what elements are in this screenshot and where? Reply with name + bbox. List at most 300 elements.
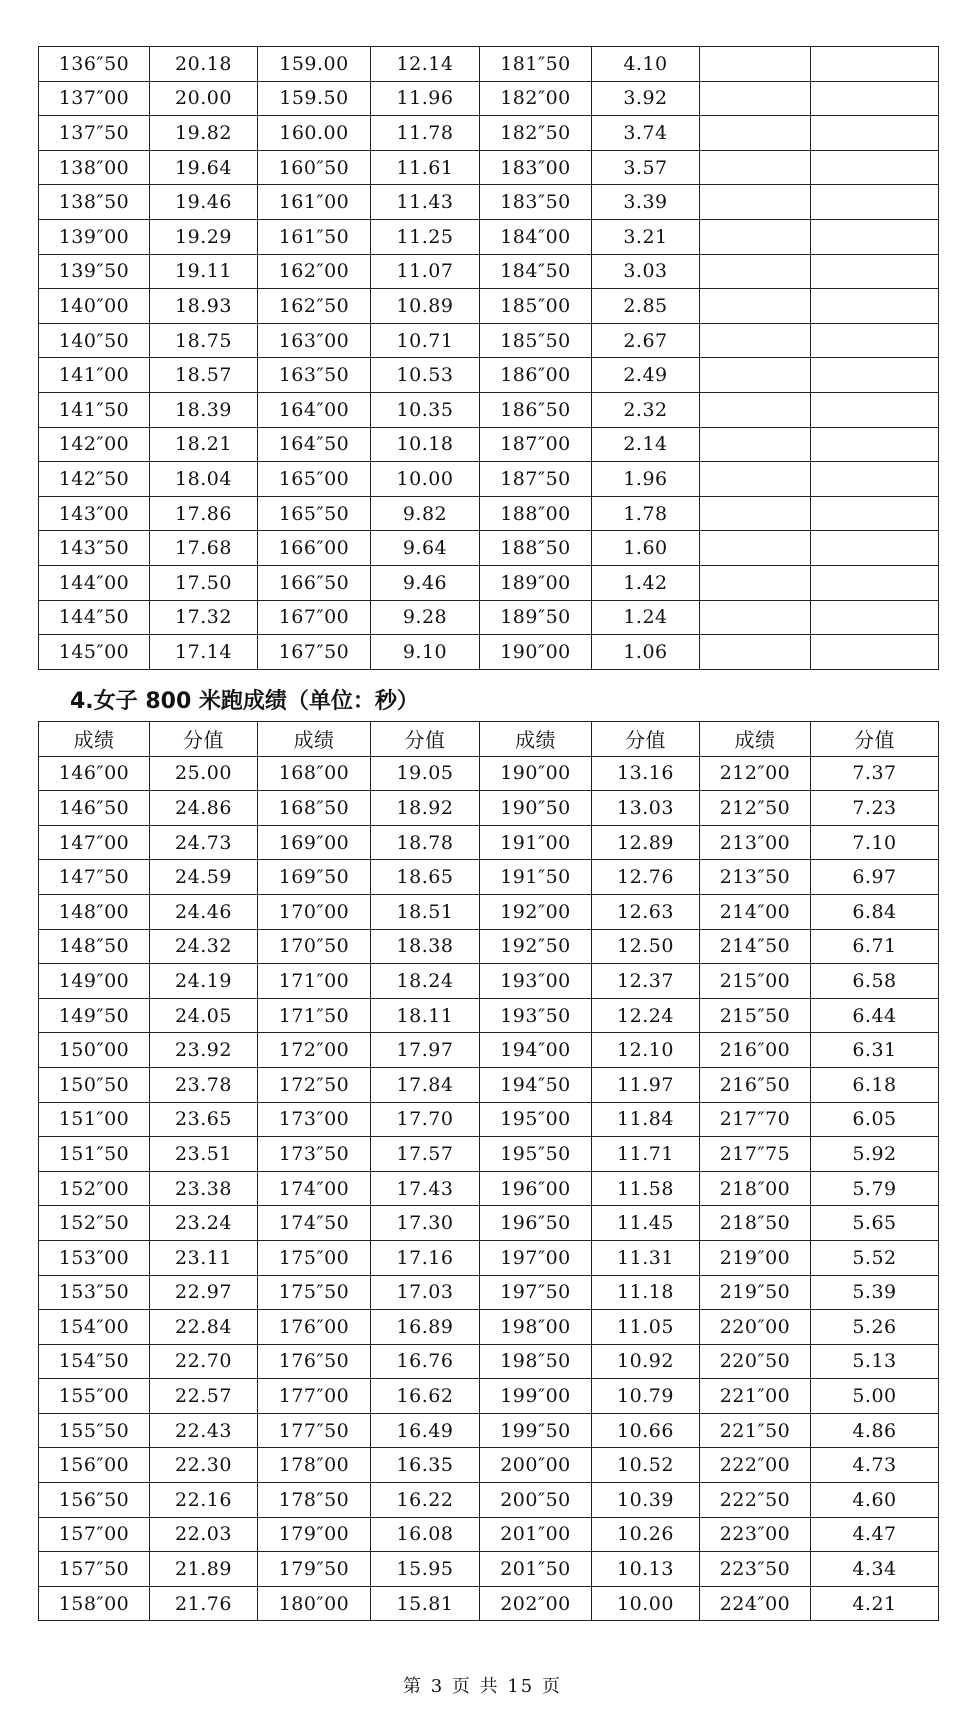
result-cell: 213″50 bbox=[700, 860, 811, 895]
score-cell: 11.31 bbox=[592, 1240, 700, 1275]
score-cell: 6.84 bbox=[811, 894, 939, 929]
score-cell: 12.37 bbox=[592, 964, 700, 999]
score-cell: 21.89 bbox=[150, 1552, 258, 1587]
result-cell: 215″00 bbox=[700, 964, 811, 999]
score-cell: 22.30 bbox=[150, 1448, 258, 1483]
score-cell: 15.81 bbox=[371, 1586, 480, 1621]
table-row bbox=[39, 600, 939, 635]
result-cell: 165″00 bbox=[258, 462, 371, 497]
result-cell bbox=[700, 392, 811, 427]
result-cell bbox=[700, 47, 811, 82]
result-cell bbox=[700, 427, 811, 462]
result-cell: 184″50 bbox=[480, 254, 592, 289]
score-cell: 9.82 bbox=[371, 496, 480, 531]
result-cell: 179″00 bbox=[258, 1517, 371, 1552]
score-cell bbox=[811, 219, 939, 254]
result-cell: 149″50 bbox=[39, 998, 150, 1033]
result-cell: 175″00 bbox=[258, 1240, 371, 1275]
score-cell: 19.29 bbox=[150, 219, 258, 254]
score-cell: 3.39 bbox=[592, 185, 700, 220]
result-cell: 186″00 bbox=[480, 358, 592, 393]
score-cell bbox=[811, 531, 939, 566]
table-row bbox=[39, 1448, 939, 1483]
score-cell: 12.63 bbox=[592, 894, 700, 929]
result-cell: 144″50 bbox=[39, 600, 150, 635]
result-cell: 164″50 bbox=[258, 427, 371, 462]
score-cell: 10.71 bbox=[371, 323, 480, 358]
score-cell bbox=[811, 565, 939, 600]
score-cell: 6.31 bbox=[811, 1033, 939, 1068]
score-cell: 10.00 bbox=[592, 1586, 700, 1621]
result-cell: 161″00 bbox=[258, 185, 371, 220]
score-cell: 4.60 bbox=[811, 1483, 939, 1518]
result-cell: 160″50 bbox=[258, 150, 371, 185]
score-cell: 22.43 bbox=[150, 1413, 258, 1448]
result-cell: 183″00 bbox=[480, 150, 592, 185]
result-cell: 163″50 bbox=[258, 358, 371, 393]
result-cell: 141″50 bbox=[39, 392, 150, 427]
table-row bbox=[39, 289, 939, 324]
result-cell: 219″50 bbox=[700, 1275, 811, 1310]
result-cell: 137″00 bbox=[39, 81, 150, 116]
result-cell bbox=[700, 185, 811, 220]
table-row bbox=[39, 894, 939, 929]
result-cell: 177″50 bbox=[258, 1413, 371, 1448]
score-cell bbox=[811, 496, 939, 531]
score-cell: 2.32 bbox=[592, 392, 700, 427]
result-cell: 169″00 bbox=[258, 825, 371, 860]
result-cell bbox=[700, 150, 811, 185]
score-cell bbox=[811, 635, 939, 670]
score-cell: 17.57 bbox=[371, 1137, 480, 1172]
result-cell: 172″50 bbox=[258, 1067, 371, 1102]
header-cell: 成绩 bbox=[480, 722, 592, 757]
result-cell: 144″00 bbox=[39, 565, 150, 600]
result-cell bbox=[700, 600, 811, 635]
result-cell: 200″00 bbox=[480, 1448, 592, 1483]
header-cell: 分值 bbox=[371, 722, 480, 757]
score-cell: 9.64 bbox=[371, 531, 480, 566]
result-cell: 190″00 bbox=[480, 635, 592, 670]
result-cell: 139″50 bbox=[39, 254, 150, 289]
score-cell: 6.44 bbox=[811, 998, 939, 1033]
result-cell: 223″00 bbox=[700, 1517, 811, 1552]
score-cell: 24.86 bbox=[150, 791, 258, 826]
score-cell: 17.03 bbox=[371, 1275, 480, 1310]
result-cell: 214″50 bbox=[700, 929, 811, 964]
score-cell: 10.89 bbox=[371, 289, 480, 324]
score-cell: 1.42 bbox=[592, 565, 700, 600]
result-cell: 216″00 bbox=[700, 1033, 811, 1068]
score-cell: 18.24 bbox=[371, 964, 480, 999]
score-cell: 12.10 bbox=[592, 1033, 700, 1068]
result-cell: 162″50 bbox=[258, 289, 371, 324]
score-cell: 23.11 bbox=[150, 1240, 258, 1275]
result-cell: 141″00 bbox=[39, 358, 150, 393]
score-cell: 11.18 bbox=[592, 1275, 700, 1310]
result-cell: 178″00 bbox=[258, 1448, 371, 1483]
score-cell: 7.37 bbox=[811, 756, 939, 791]
table-row bbox=[39, 358, 939, 393]
score-cell: 1.06 bbox=[592, 635, 700, 670]
table-row bbox=[39, 323, 939, 358]
table-row bbox=[39, 1102, 939, 1137]
result-cell: 196″00 bbox=[480, 1171, 592, 1206]
table-row bbox=[39, 116, 939, 151]
score-cell: 6.58 bbox=[811, 964, 939, 999]
result-cell: 190″50 bbox=[480, 791, 592, 826]
result-cell: 149″00 bbox=[39, 964, 150, 999]
result-cell bbox=[700, 358, 811, 393]
score-cell: 17.14 bbox=[150, 635, 258, 670]
result-cell: 199″50 bbox=[480, 1413, 592, 1448]
score-cell: 11.45 bbox=[592, 1206, 700, 1241]
result-cell: 166″00 bbox=[258, 531, 371, 566]
result-cell: 212″00 bbox=[700, 756, 811, 791]
result-cell: 173″00 bbox=[258, 1102, 371, 1137]
score-cell: 17.30 bbox=[371, 1206, 480, 1241]
header-cell: 成绩 bbox=[39, 722, 150, 757]
table-row bbox=[39, 1413, 939, 1448]
result-cell: 169″50 bbox=[258, 860, 371, 895]
result-cell: 201″00 bbox=[480, 1517, 592, 1552]
result-cell: 192″50 bbox=[480, 929, 592, 964]
result-cell bbox=[700, 254, 811, 289]
result-cell: 180″00 bbox=[258, 1586, 371, 1621]
table-row bbox=[39, 791, 939, 826]
score-cell: 16.22 bbox=[371, 1483, 480, 1518]
table-row bbox=[39, 998, 939, 1033]
score-cell: 13.03 bbox=[592, 791, 700, 826]
score-cell: 15.95 bbox=[371, 1552, 480, 1587]
result-cell: 152″00 bbox=[39, 1171, 150, 1206]
result-cell: 150″50 bbox=[39, 1067, 150, 1102]
score-cell: 4.47 bbox=[811, 1517, 939, 1552]
result-cell: 178″50 bbox=[258, 1483, 371, 1518]
score-cell: 11.25 bbox=[371, 219, 480, 254]
score-cell: 11.07 bbox=[371, 254, 480, 289]
result-cell: 196″50 bbox=[480, 1206, 592, 1241]
header-cell: 分值 bbox=[811, 722, 939, 757]
result-cell: 212″50 bbox=[700, 791, 811, 826]
result-cell: 193″00 bbox=[480, 964, 592, 999]
score-cell: 10.00 bbox=[371, 462, 480, 497]
score-cell: 12.76 bbox=[592, 860, 700, 895]
score-cell: 11.58 bbox=[592, 1171, 700, 1206]
table-row bbox=[39, 1586, 939, 1621]
table-row bbox=[39, 860, 939, 895]
result-cell: 199″00 bbox=[480, 1379, 592, 1414]
score-cell bbox=[811, 47, 939, 82]
score-cell: 1.78 bbox=[592, 496, 700, 531]
score-cell: 11.96 bbox=[371, 81, 480, 116]
result-cell: 143″50 bbox=[39, 531, 150, 566]
table-row bbox=[39, 1067, 939, 1102]
score-cell: 23.78 bbox=[150, 1067, 258, 1102]
table-row bbox=[39, 929, 939, 964]
score-cell: 23.24 bbox=[150, 1206, 258, 1241]
result-cell: 139″00 bbox=[39, 219, 150, 254]
score-cell: 3.03 bbox=[592, 254, 700, 289]
result-cell: 158″00 bbox=[39, 1586, 150, 1621]
result-cell: 151″50 bbox=[39, 1137, 150, 1172]
score-cell: 18.51 bbox=[371, 894, 480, 929]
header-cell: 成绩 bbox=[258, 722, 371, 757]
score-cell: 16.49 bbox=[371, 1413, 480, 1448]
result-cell: 224″00 bbox=[700, 1586, 811, 1621]
result-cell: 136″50 bbox=[39, 47, 150, 82]
score-cell: 1.24 bbox=[592, 600, 700, 635]
score-cell: 11.78 bbox=[371, 116, 480, 151]
score-cell: 24.73 bbox=[150, 825, 258, 860]
result-cell: 146″00 bbox=[39, 756, 150, 791]
result-cell: 218″50 bbox=[700, 1206, 811, 1241]
result-cell: 160.00 bbox=[258, 116, 371, 151]
score-cell bbox=[811, 185, 939, 220]
score-cell: 17.84 bbox=[371, 1067, 480, 1102]
score-cell: 9.10 bbox=[371, 635, 480, 670]
women-800m-score-table-body bbox=[39, 756, 939, 1621]
result-cell: 176″50 bbox=[258, 1344, 371, 1379]
score-cell: 3.21 bbox=[592, 219, 700, 254]
result-cell: 155″00 bbox=[39, 1379, 150, 1414]
score-cell: 12.50 bbox=[592, 929, 700, 964]
result-cell: 182″50 bbox=[480, 116, 592, 151]
result-cell: 165″50 bbox=[258, 496, 371, 531]
score-cell: 9.46 bbox=[371, 565, 480, 600]
result-cell: 217″70 bbox=[700, 1102, 811, 1137]
result-cell: 187″50 bbox=[480, 462, 592, 497]
score-cell: 10.13 bbox=[592, 1552, 700, 1587]
table-row bbox=[39, 1552, 939, 1587]
score-cell: 5.13 bbox=[811, 1344, 939, 1379]
table-row bbox=[39, 1137, 939, 1172]
score-cell: 13.16 bbox=[592, 756, 700, 791]
table-row bbox=[39, 1275, 939, 1310]
score-cell bbox=[811, 81, 939, 116]
score-cell: 23.51 bbox=[150, 1137, 258, 1172]
result-cell: 147″00 bbox=[39, 825, 150, 860]
result-cell bbox=[700, 635, 811, 670]
result-cell: 201″50 bbox=[480, 1552, 592, 1587]
result-cell: 194″50 bbox=[480, 1067, 592, 1102]
result-cell: 213″00 bbox=[700, 825, 811, 860]
table-row bbox=[39, 1344, 939, 1379]
score-cell: 5.26 bbox=[811, 1310, 939, 1345]
result-cell bbox=[700, 496, 811, 531]
table-row bbox=[39, 496, 939, 531]
score-cell: 24.05 bbox=[150, 998, 258, 1033]
result-cell: 150″00 bbox=[39, 1033, 150, 1068]
result-cell: 171″00 bbox=[258, 964, 371, 999]
result-cell: 181″50 bbox=[480, 47, 592, 82]
score-cell: 16.35 bbox=[371, 1448, 480, 1483]
score-cell: 10.92 bbox=[592, 1344, 700, 1379]
score-cell: 10.66 bbox=[592, 1413, 700, 1448]
table-row bbox=[39, 565, 939, 600]
table-row bbox=[39, 825, 939, 860]
score-cell: 22.57 bbox=[150, 1379, 258, 1414]
score-cell bbox=[811, 392, 939, 427]
result-cell: 192″00 bbox=[480, 894, 592, 929]
score-cell: 22.03 bbox=[150, 1517, 258, 1552]
score-cell: 3.74 bbox=[592, 116, 700, 151]
score-cell: 18.38 bbox=[371, 929, 480, 964]
score-cell: 6.05 bbox=[811, 1102, 939, 1137]
score-cell: 20.18 bbox=[150, 47, 258, 82]
result-cell: 191″50 bbox=[480, 860, 592, 895]
score-cell: 18.04 bbox=[150, 462, 258, 497]
result-cell bbox=[700, 531, 811, 566]
result-cell: 183″50 bbox=[480, 185, 592, 220]
score-cell: 24.46 bbox=[150, 894, 258, 929]
score-cell: 18.21 bbox=[150, 427, 258, 462]
score-cell: 10.53 bbox=[371, 358, 480, 393]
result-cell: 172″00 bbox=[258, 1033, 371, 1068]
score-cell: 5.79 bbox=[811, 1171, 939, 1206]
result-cell: 187″00 bbox=[480, 427, 592, 462]
table-row bbox=[39, 1517, 939, 1552]
score-cell: 22.97 bbox=[150, 1275, 258, 1310]
score-cell: 4.10 bbox=[592, 47, 700, 82]
result-cell: 215″50 bbox=[700, 998, 811, 1033]
score-cell: 16.08 bbox=[371, 1517, 480, 1552]
score-table-continued bbox=[38, 46, 939, 670]
score-cell: 17.86 bbox=[150, 496, 258, 531]
score-cell: 19.64 bbox=[150, 150, 258, 185]
result-cell: 156″00 bbox=[39, 1448, 150, 1483]
score-cell: 22.16 bbox=[150, 1483, 258, 1518]
score-cell: 18.11 bbox=[371, 998, 480, 1033]
table-row bbox=[39, 1206, 939, 1241]
result-cell: 137″50 bbox=[39, 116, 150, 151]
result-cell: 157″00 bbox=[39, 1517, 150, 1552]
score-cell bbox=[811, 289, 939, 324]
result-cell: 218″00 bbox=[700, 1171, 811, 1206]
score-cell: 18.57 bbox=[150, 358, 258, 393]
score-cell: 3.92 bbox=[592, 81, 700, 116]
score-cell: 16.76 bbox=[371, 1344, 480, 1379]
result-cell: 202″00 bbox=[480, 1586, 592, 1621]
score-cell: 20.00 bbox=[150, 81, 258, 116]
score-cell: 17.32 bbox=[150, 600, 258, 635]
score-cell: 23.38 bbox=[150, 1171, 258, 1206]
result-cell: 198″50 bbox=[480, 1344, 592, 1379]
table-row bbox=[39, 185, 939, 220]
table-header-row bbox=[39, 722, 939, 757]
result-cell: 217″75 bbox=[700, 1137, 811, 1172]
result-cell: 167″00 bbox=[258, 600, 371, 635]
result-cell: 168″50 bbox=[258, 791, 371, 826]
score-cell: 12.24 bbox=[592, 998, 700, 1033]
table-row bbox=[39, 1379, 939, 1414]
result-cell: 185″00 bbox=[480, 289, 592, 324]
result-cell: 142″00 bbox=[39, 427, 150, 462]
table-row bbox=[39, 1240, 939, 1275]
score-cell: 11.71 bbox=[592, 1137, 700, 1172]
table-row bbox=[39, 427, 939, 462]
result-cell: 152″50 bbox=[39, 1206, 150, 1241]
score-cell: 19.11 bbox=[150, 254, 258, 289]
result-cell: 170″00 bbox=[258, 894, 371, 929]
score-cell: 6.97 bbox=[811, 860, 939, 895]
result-cell: 174″50 bbox=[258, 1206, 371, 1241]
score-cell: 11.61 bbox=[371, 150, 480, 185]
score-cell: 10.79 bbox=[592, 1379, 700, 1414]
result-cell: 173″50 bbox=[258, 1137, 371, 1172]
result-cell: 184″00 bbox=[480, 219, 592, 254]
result-cell: 177″00 bbox=[258, 1379, 371, 1414]
score-cell: 10.35 bbox=[371, 392, 480, 427]
score-cell: 10.39 bbox=[592, 1483, 700, 1518]
result-cell: 194″00 bbox=[480, 1033, 592, 1068]
score-cell: 19.05 bbox=[371, 756, 480, 791]
score-cell: 18.92 bbox=[371, 791, 480, 826]
score-cell: 24.19 bbox=[150, 964, 258, 999]
result-cell: 190″00 bbox=[480, 756, 592, 791]
score-cell: 5.92 bbox=[811, 1137, 939, 1172]
result-cell: 159.00 bbox=[258, 47, 371, 82]
result-cell: 147″50 bbox=[39, 860, 150, 895]
table-row bbox=[39, 81, 939, 116]
result-cell: 138″00 bbox=[39, 150, 150, 185]
score-cell: 19.82 bbox=[150, 116, 258, 151]
result-cell: 162″00 bbox=[258, 254, 371, 289]
women-800m-score-table bbox=[38, 721, 939, 1621]
score-cell: 10.52 bbox=[592, 1448, 700, 1483]
result-cell: 176″00 bbox=[258, 1310, 371, 1345]
header-cell: 成绩 bbox=[700, 722, 811, 757]
result-cell: 222″50 bbox=[700, 1483, 811, 1518]
result-cell: 185″50 bbox=[480, 323, 592, 358]
result-cell: 148″50 bbox=[39, 929, 150, 964]
result-cell: 195″00 bbox=[480, 1102, 592, 1137]
score-cell: 25.00 bbox=[150, 756, 258, 791]
table-row bbox=[39, 1483, 939, 1518]
result-cell: 222″00 bbox=[700, 1448, 811, 1483]
score-cell: 16.89 bbox=[371, 1310, 480, 1345]
score-cell: 1.96 bbox=[592, 462, 700, 497]
page-number: 第 3 页 共 15 页 bbox=[403, 1676, 562, 1697]
score-cell bbox=[811, 323, 939, 358]
result-cell: 145″00 bbox=[39, 635, 150, 670]
table-row bbox=[39, 47, 939, 82]
score-cell: 17.16 bbox=[371, 1240, 480, 1275]
result-cell: 182″00 bbox=[480, 81, 592, 116]
table-row bbox=[39, 150, 939, 185]
result-cell: 171″50 bbox=[258, 998, 371, 1033]
result-cell: 191″00 bbox=[480, 825, 592, 860]
result-cell: 189″50 bbox=[480, 600, 592, 635]
score-cell: 17.70 bbox=[371, 1102, 480, 1137]
score-cell: 3.57 bbox=[592, 150, 700, 185]
result-cell: 179″50 bbox=[258, 1552, 371, 1587]
result-cell: 159.50 bbox=[258, 81, 371, 116]
result-cell: 188″50 bbox=[480, 531, 592, 566]
result-cell: 216″50 bbox=[700, 1067, 811, 1102]
result-cell: 197″00 bbox=[480, 1240, 592, 1275]
table-row bbox=[39, 964, 939, 999]
score-cell: 4.86 bbox=[811, 1413, 939, 1448]
score-cell: 24.59 bbox=[150, 860, 258, 895]
score-cell: 1.60 bbox=[592, 531, 700, 566]
result-cell: 197″50 bbox=[480, 1275, 592, 1310]
result-cell: 174″00 bbox=[258, 1171, 371, 1206]
score-cell: 10.26 bbox=[592, 1517, 700, 1552]
result-cell bbox=[700, 289, 811, 324]
table-row bbox=[39, 756, 939, 791]
result-cell: 188″00 bbox=[480, 496, 592, 531]
